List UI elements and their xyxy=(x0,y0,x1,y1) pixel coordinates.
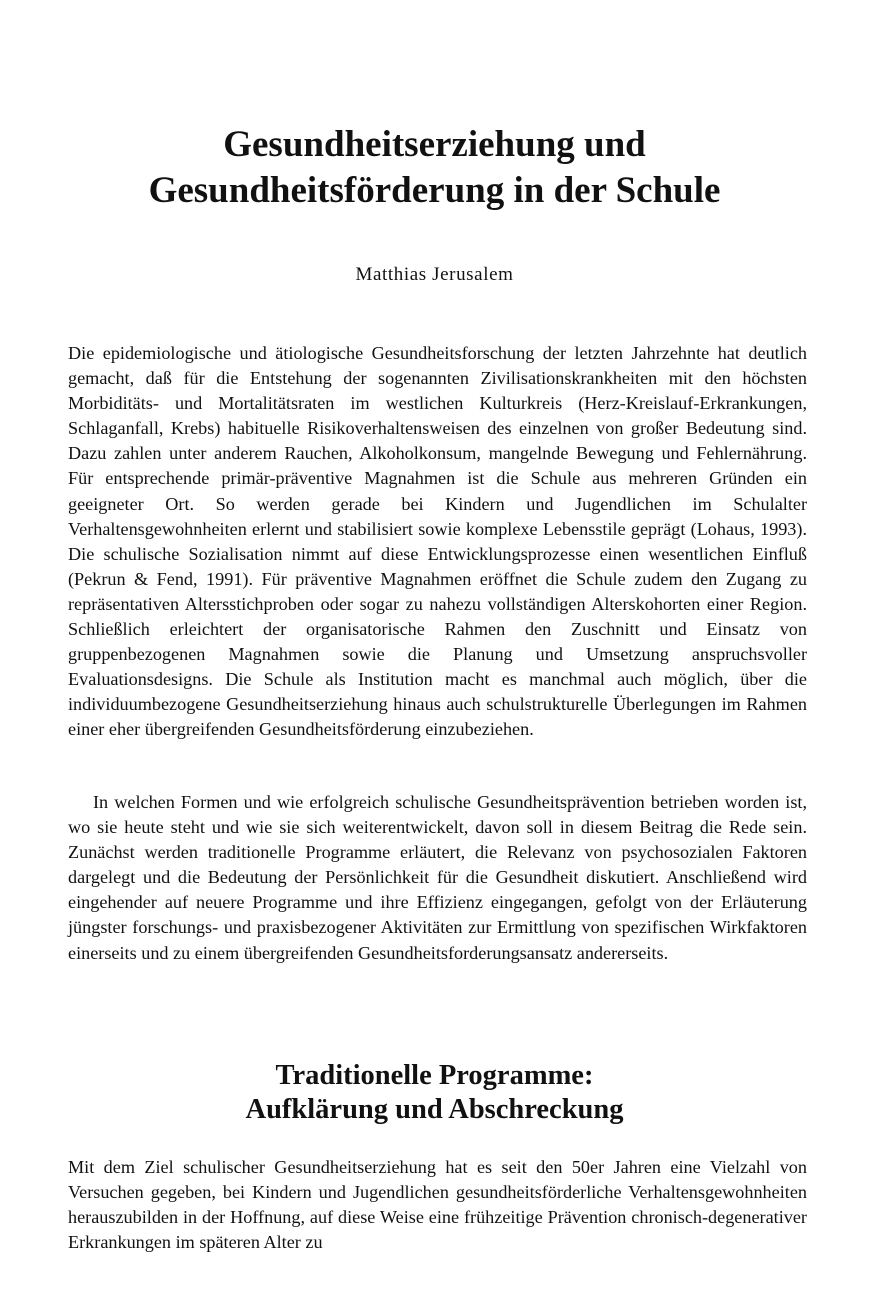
section-heading-line-1: Traditionelle Programme: xyxy=(275,1060,594,1091)
title-line-1: Gesundheitserziehung und xyxy=(223,124,646,165)
page-title xyxy=(60,122,809,214)
section-heading-line-2: Aufklärung und Abschreckung xyxy=(245,1094,624,1125)
paragraph-section-start: Mit dem Ziel schulischer Gesundheitserziehung hat es seit den 50er Jahren eine Vielzahl von Versuchen gegeben, bei Kindern und Jugendlichen gesundheitsförderliche Verhaltensgewohnheiten herauszubilden in der Hoffnung, auf diese Weise eine frühzeitige Prävention chronisch-degenerativer Erkrankungen im späteren Alter zu xyxy=(68,1157,807,1253)
title-line-2: Gesundheitsförderung in der Schule xyxy=(148,170,721,211)
paragraph-overview: In welchen Formen und wie erfolgreich schulische Gesundheitsprävention betrieben worden ist, wo sie heute steht und wie sie sich weiterentwickelt, davon soll in diesem Beitrag die Rede sein. Zunächst werden traditionelle Programme erläutert, die Relevanz von psychosozialen Faktoren dargelegt und die Bedeutung der Persönlichkeit für die Gesundheit diskutiert. Anschließend wird eingehender auf neuere Programme und ihre Effizienz eingegangen, gefolgt von der Erläuterung jüngster forschungs- und praxisbezogener Aktivitäten zur Ermittlung von spezifischen Wirkfaktoren einerseits und zu einem übergreifenden Gesundheitsforderungsansatz andererseits. xyxy=(68,792,807,963)
section-heading xyxy=(60,1059,809,1127)
paragraph-intro: Die epidemiologische und ätiologische Gesundheitsforschung der letzten Jahrzehnte hat deutlich gemacht, daß für die Entstehung der sogenannten Zivilisationskrankheiten mit den höchsten Morbiditäts- und Mortalitätsraten im westlichen Kulturkreis (Herz-Kreislauf-Erkrankungen, Schlaganfall, Krebs) habituelle Risikoverhaltensweisen des einzelnen von großer Bedeutung sind. Dazu zahlen unter anderem Rauchen, Alkoholkonsum, mangelnde Bewegung und Fehlernährung. Für entsprechende primär-präventive Magnahmen ist die Schule aus mehreren Gründen ein geeigneter Ort. So werden gerade bei Kindern und Jugendlichen im Schulalter Verhaltensgewohnheiten erlernt und stabilisiert sowie komplexe Lebensstile geprägt (Lohaus, 1993). Die schulische Sozialisation nimmt auf diese Entwicklungsprozesse einen wesentlichen Einfluß (Pekrun & Fend, 1991). Für präventive Magnahmen eröffnet die Schule zudem den Zugang zu repräsentativen Altersstichproben oder sogar zu nahezu vollständigen Alterskohorten einer Region. Schließlich erleichtert der organisatorische Rahmen den Zuschnitt und Einsatz von gruppenbezogenen Magnahmen sowie die Planung und Umsetzung anspruchsvoller Evaluationsdesigns. Die Schule als Institution macht es manchmal auch möglich, über die individuumbezogene Gesundheitserziehung hinaus auch schulstrukturelle Überlegungen im Rahmen einer eher übergreifenden Gesundheitsförderung einzubeziehen. xyxy=(68,343,807,740)
author-name: Matthias Jerusalem xyxy=(355,264,514,285)
